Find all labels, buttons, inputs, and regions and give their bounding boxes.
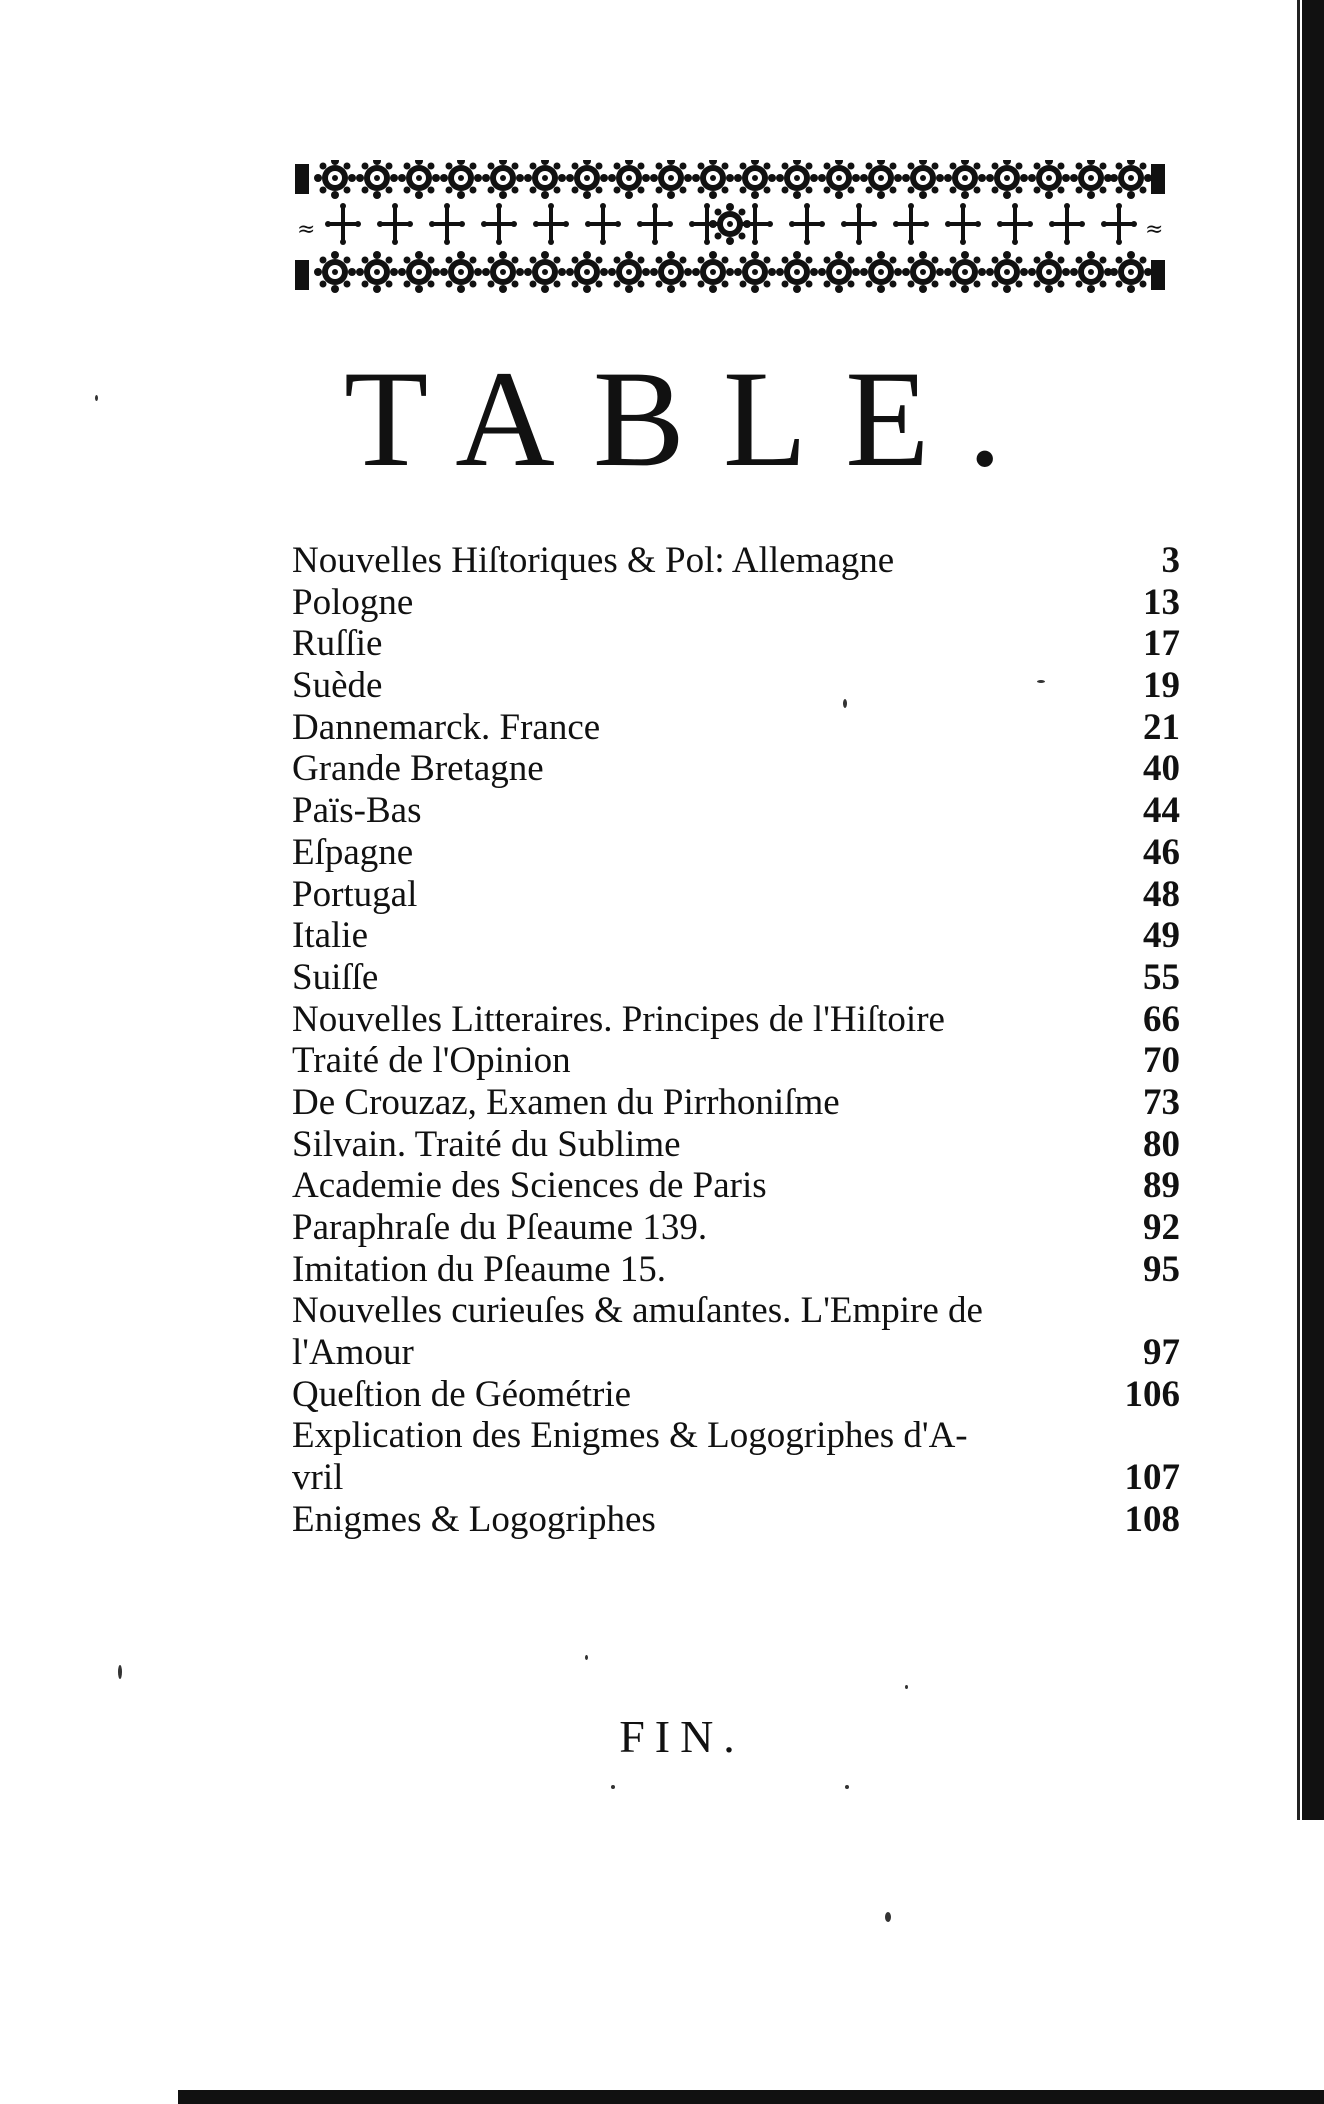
page-edge-line [1297, 0, 1300, 1820]
toc-entry-title: vril [292, 1457, 344, 1499]
toc-entry-title: Italie [292, 915, 369, 957]
toc-entry [292, 957, 1180, 999]
svg-text:≈: ≈ [1145, 217, 1164, 242]
scan-speck [95, 395, 98, 401]
toc-entry-page-number: 70 [1143, 1040, 1180, 1082]
toc-entry [292, 1332, 1180, 1374]
toc-entry-title: Grande Bretagne [292, 748, 544, 790]
toc-entry-title: Nouvelles Hiſtoriques & Pol: Allemagne [292, 540, 895, 581]
toc-entry [292, 748, 1180, 790]
toc-entry-page-number: 21 [1143, 706, 1180, 748]
scan-speck [885, 1912, 891, 1922]
toc-entry-page-number: 73 [1143, 1081, 1180, 1123]
toc-entry-title: Portugal [292, 873, 418, 915]
toc-entry-page-number: 107 [1124, 1457, 1180, 1499]
toc-entry [292, 540, 1180, 582]
toc-entry [292, 707, 1180, 749]
toc-entry-page-number: 95 [1143, 1248, 1180, 1290]
toc-entry-page-number: 3 [1161, 540, 1180, 581]
toc-entry [292, 1374, 1180, 1416]
toc-entry-title: Nouvelles Litteraires. Principes de l'Hiſtoire [292, 998, 945, 1040]
toc-entry-title: Academie des Sciences de Paris [292, 1165, 767, 1207]
toc-entry-title: Paraphraſe du Pſeaume 139. [292, 1207, 708, 1248]
toc-entry-title: Eſpagne [292, 831, 414, 873]
toc-entry-page-number: 40 [1143, 748, 1180, 790]
scan-speck [611, 1785, 615, 1789]
page-edge-shadow [1302, 0, 1324, 1820]
toc-entry [292, 790, 1180, 832]
typographic-ornament-band [295, 160, 1165, 294]
toc-entry [292, 832, 1180, 874]
toc-entry-title: Imitation du Pſeaume 15. [292, 1248, 667, 1290]
toc-entry-page-number: 48 [1143, 873, 1180, 915]
toc-entry-page-number: 80 [1143, 1123, 1180, 1165]
toc-entry-page-number: 44 [1143, 790, 1180, 832]
page-title: TABLE. [343, 342, 1041, 495]
toc-entry-title: Ruſſie [292, 623, 383, 665]
toc-entry-title: Explication des Enigmes & Logogriphes d'A- [292, 1415, 968, 1457]
toc-entry-page-number: 108 [1124, 1498, 1180, 1540]
toc-entry [292, 1415, 1180, 1457]
scan-speck [1037, 680, 1045, 683]
toc-entry [292, 1082, 1180, 1124]
toc-entry-page-number: 89 [1143, 1165, 1180, 1207]
toc-entry-title: De Crouzaz, Examen du Pirrhoniſme [292, 1081, 840, 1123]
toc-entry-page-number: 97 [1143, 1332, 1180, 1374]
toc-entry [292, 1207, 1180, 1249]
toc-entry-title: Suède [292, 665, 383, 707]
toc-entry [292, 665, 1180, 707]
toc-entry [292, 1165, 1180, 1207]
toc-entry [292, 623, 1180, 665]
toc-entry-title: Pologne [292, 581, 414, 623]
toc-entry [292, 1499, 1180, 1541]
toc-entry [292, 999, 1180, 1041]
toc-entry-title: Enigmes & Logogriphes [292, 1498, 656, 1540]
toc-entry [292, 1249, 1180, 1291]
toc-entry-page-number: 55 [1143, 956, 1180, 998]
table-of-contents [292, 540, 1180, 1541]
toc-entry-title: Dannemarck. France [292, 706, 601, 748]
toc-entry-title: Suiſſe [292, 956, 379, 998]
toc-entry-title: Queſtion de Géométrie [292, 1373, 632, 1415]
svg-text:≈: ≈ [297, 217, 316, 242]
toc-entry-title: Traité de l'Opinion [292, 1040, 571, 1082]
toc-entry-page-number: 49 [1143, 915, 1180, 957]
scan-speck [585, 1655, 588, 1660]
toc-entry-page-number: 46 [1143, 831, 1180, 873]
toc-entry-page-number: 106 [1124, 1373, 1180, 1415]
toc-entry [292, 1040, 1180, 1082]
toc-entry [292, 1124, 1180, 1166]
toc-entry [292, 1290, 1180, 1332]
toc-entry [292, 874, 1180, 916]
fin-mark: FIN. [619, 1711, 745, 1762]
toc-entry-page-number: 13 [1143, 581, 1180, 623]
scan-speck [845, 1785, 849, 1789]
toc-entry [292, 915, 1180, 957]
toc-entry-page-number: 19 [1143, 665, 1180, 707]
scan-speck [843, 699, 847, 708]
toc-entry-page-number: 17 [1143, 623, 1180, 665]
scan-speck [905, 1685, 908, 1689]
toc-entry-title: Nouvelles curieuſes & amuſantes. L'Empire de [292, 1290, 983, 1332]
toc-entry [292, 582, 1180, 624]
toc-entry [292, 1457, 1180, 1499]
toc-entry-title: Païs-Bas [292, 790, 422, 832]
toc-entry-title: Silvain. Traité du Sublime [292, 1123, 681, 1165]
scan-speck [118, 1665, 122, 1679]
toc-entry-title: l'Amour [292, 1332, 414, 1374]
toc-entry-page-number: 66 [1143, 998, 1180, 1040]
page-bottom-shadow [178, 2090, 1324, 2104]
toc-entry-page-number: 92 [1143, 1207, 1180, 1248]
